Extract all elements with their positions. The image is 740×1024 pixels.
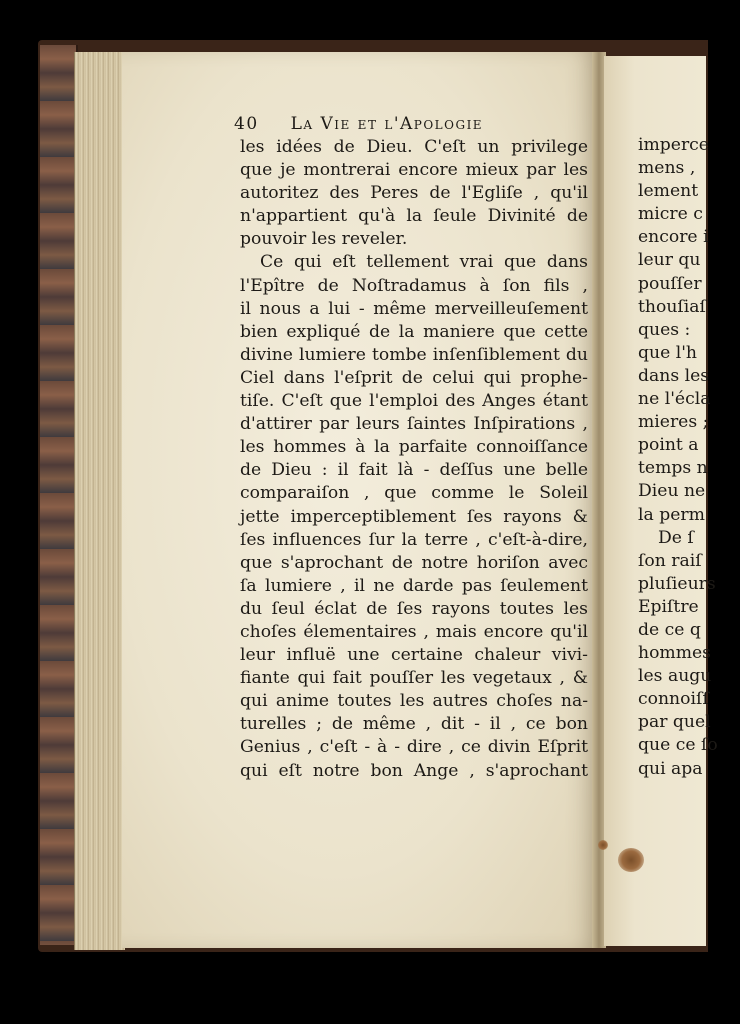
text-line: ques : bbox=[638, 319, 691, 340]
text-line: que l'h bbox=[638, 342, 697, 363]
text-line: qui eſt notre bon Ange , s'aprochant bbox=[240, 760, 588, 781]
text-line: n'appartient qu'à la ſeule Divinité de bbox=[240, 206, 588, 227]
running-header bbox=[234, 114, 594, 134]
text-line: tiſe. C'eſt que l'emploi des Anges étant bbox=[240, 391, 588, 412]
text-line: ne l'écla bbox=[638, 389, 711, 410]
text-line: De ſ bbox=[658, 527, 694, 548]
text-line: leur influë une certaine chaleur vivi- bbox=[240, 645, 588, 666]
text-line: de Dieu : il fait là - deſſus une belle bbox=[240, 460, 588, 481]
text-line: qui apa bbox=[638, 758, 703, 779]
text-line: dans les bbox=[638, 365, 710, 386]
text-line: choſes élementaires , mais encore qu'il bbox=[240, 621, 588, 642]
page-edges bbox=[74, 52, 125, 950]
text-line: Ciel dans l'eſprit de celui qui prophe- bbox=[240, 367, 588, 388]
foxing-stain bbox=[618, 848, 644, 872]
text-line: lement bbox=[638, 181, 699, 202]
text-line: turelles ; de même , dit - il , ce bon bbox=[240, 714, 588, 735]
foxing-stain bbox=[598, 840, 608, 850]
text-line: Genius , c'eſt - à - dire , ce divin Eſprit bbox=[240, 737, 588, 758]
text-line: pouſſer bbox=[638, 273, 702, 294]
text-line: Epiſtre bbox=[638, 596, 699, 617]
text-line: d'attirer par leurs ſaintes Inſpirations , bbox=[240, 414, 588, 435]
text-line: Ce qui eſt tellement vrai que dans bbox=[260, 252, 588, 273]
text-line: encore i bbox=[638, 227, 709, 248]
text-line: les idées de Dieu. C'eſt un privilege bbox=[240, 137, 588, 157]
text-line: micre c bbox=[638, 204, 703, 225]
text-line: par quel bbox=[638, 712, 711, 733]
text-line: comparaiſon , que comme le Soleil bbox=[240, 483, 588, 504]
running-title: La Vie et l'Apologie bbox=[290, 114, 484, 134]
text-line: pouvoir les reveler. bbox=[240, 229, 408, 250]
text-line: mens , bbox=[638, 158, 696, 179]
text-line: les hommes à la parfaite connoiſſance bbox=[240, 437, 588, 458]
text-line: point a bbox=[638, 435, 699, 456]
text-line: thouſiaſ bbox=[638, 296, 706, 317]
text-line: que je montrerai encore mieux par les bbox=[240, 160, 588, 181]
text-line: Dieu ne bbox=[638, 481, 706, 502]
text-line: pluſieurs bbox=[638, 573, 716, 594]
text-line: fiante qui fait pouſſer les vegetaux , & bbox=[240, 668, 588, 689]
text-line: la perm bbox=[638, 504, 705, 525]
text-line: l'Epître de Noſtradamus à ſon fils , bbox=[240, 275, 588, 296]
text-line: connoiſſ bbox=[638, 689, 709, 710]
text-line: ſa lumiere , il ne darde pas ſeulement bbox=[240, 575, 588, 596]
text-line: ſon raiſ bbox=[638, 550, 702, 571]
text-line: bien expliqué de la maniere que cette bbox=[240, 321, 588, 342]
text-line: qui anime toutes les autres choſes na- bbox=[240, 691, 588, 712]
page-number: 40 bbox=[234, 114, 259, 134]
text-line: les augu bbox=[638, 666, 712, 687]
marbled-spine bbox=[40, 45, 78, 945]
text-line: imperce bbox=[638, 135, 709, 155]
text-line: que s'aprochant de notre horiſon avec bbox=[240, 552, 588, 573]
text-line: de ce q bbox=[638, 619, 701, 640]
text-line: leur qu bbox=[638, 250, 701, 271]
text-line: autoritez des Peres de l'Egliſe , qu'il bbox=[240, 183, 588, 204]
text-line: mieres ; bbox=[638, 412, 709, 433]
text-line: temps n bbox=[638, 458, 708, 479]
text-line: il nous a lui - même merveilleuſement bbox=[240, 298, 588, 319]
text-line: du ſeul éclat de ſes rayons toutes les bbox=[240, 598, 588, 619]
text-line: jette imperceptiblement ſes rayons & bbox=[240, 506, 588, 527]
text-line: hommes bbox=[638, 643, 712, 664]
text-line: ſes influences ſur la terre , c'eſt-à-dire, bbox=[240, 529, 588, 550]
right-page-text bbox=[638, 134, 718, 781]
text-line: que ce ſo bbox=[638, 735, 718, 756]
left-page-text bbox=[240, 136, 588, 783]
text-line: divine lumiere tombe inſenſiblement du bbox=[240, 344, 588, 365]
